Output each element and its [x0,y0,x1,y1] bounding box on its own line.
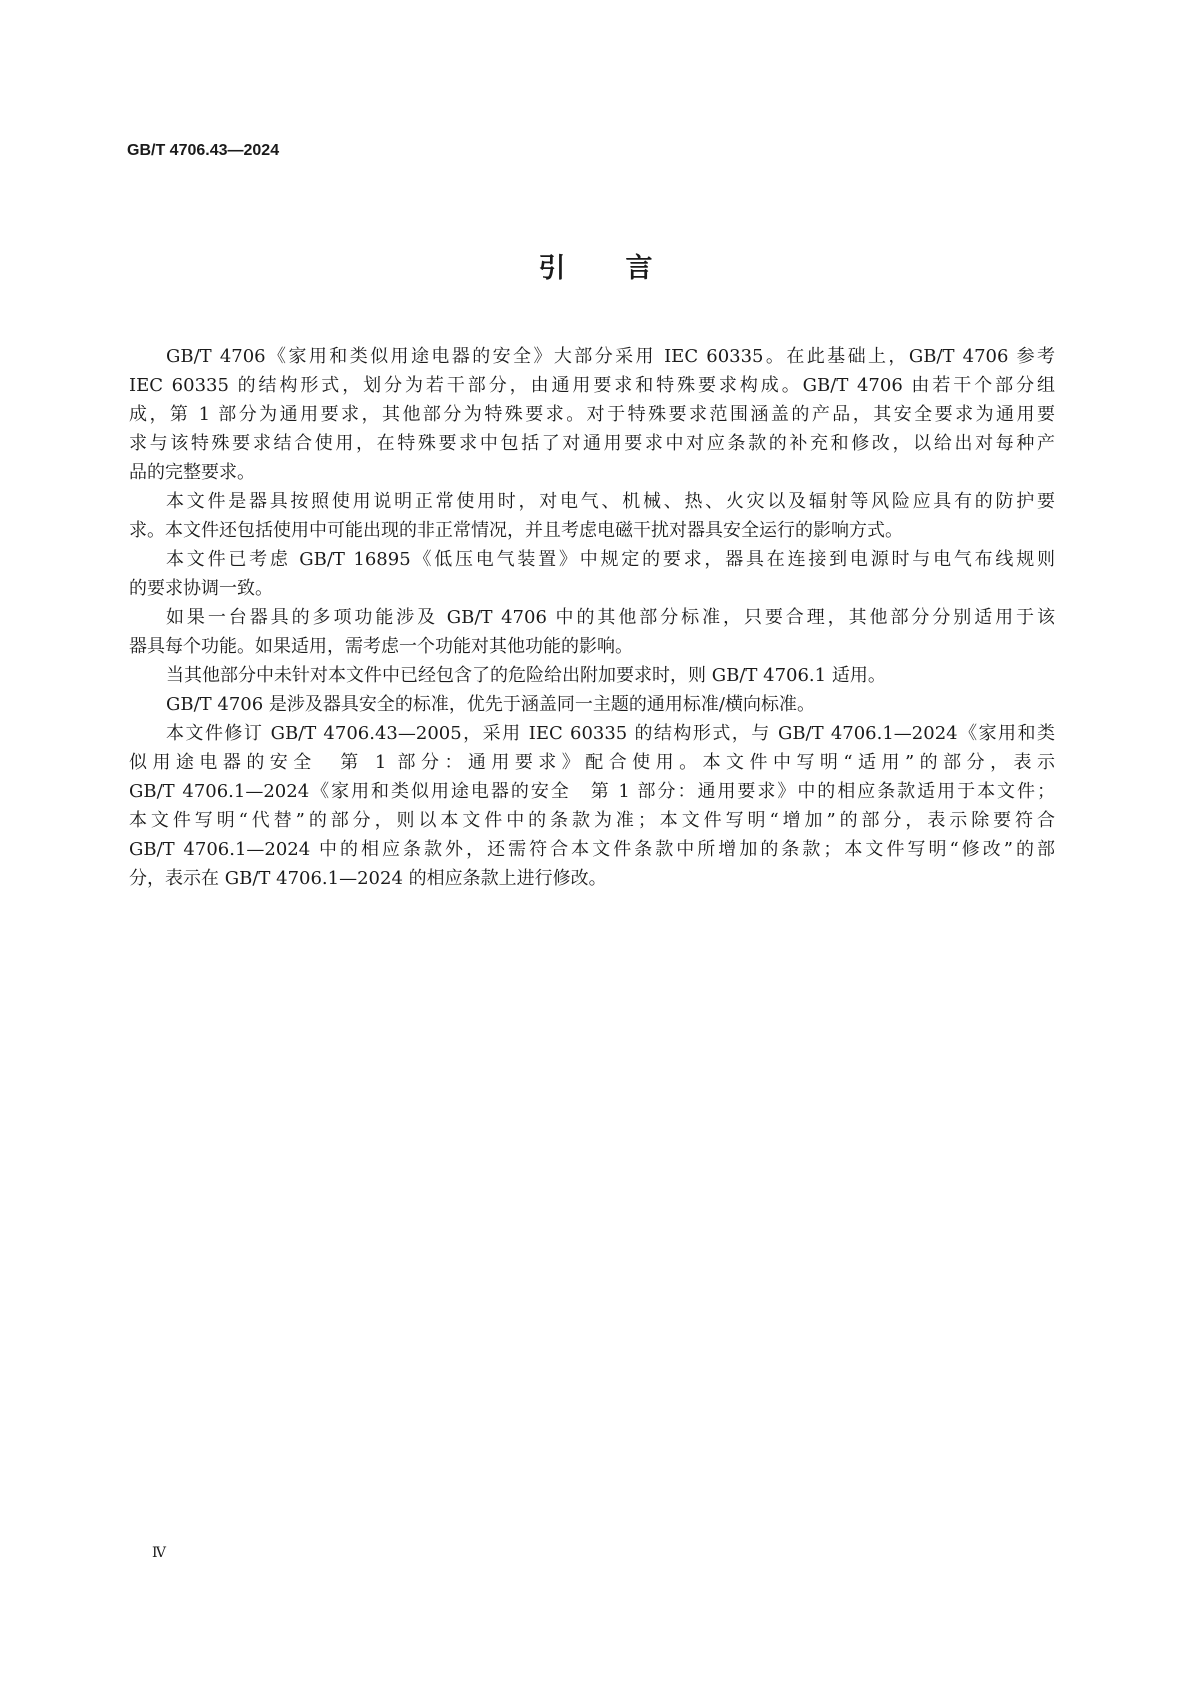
paragraph-line: 求。本文件还包括使用中可能出现的非正常情况，并且考虑电磁干扰对器具安全运行的影响方式。 [129,520,903,541]
paragraph-line: GB/T 4706.1—2024《家用和类似用途电器的安全 第 1 部分：通用要求》中的相应条款适用于本文件； [129,781,1055,802]
paragraph [129,690,1055,719]
paragraph [129,545,1055,603]
paragraph-line: 求与该特殊要求结合使用，在特殊要求中包括了对通用要求中对应条款的补充和修改，以给出对每种产 [129,433,1055,454]
paragraph-line: 当其他部分中未针对本文件中已经包含了的危险给出附加要求时，则 GB/T 4706.1 适用。 [166,665,886,686]
section-title: 引言 [538,253,713,284]
page-number: Ⅳ [152,1545,166,1561]
paragraph-line: IEC 60335 的结构形式，划分为若干部分，由通用要求和特殊要求构成。GB/T 4706 由若干个部分组 [129,375,1055,396]
paragraph [129,719,1055,893]
paragraph-line: 如果一台器具的多项功能涉及 GB/T 4706 中的其他部分标准，只要合理，其他部分分别适用于该 [166,607,1055,628]
paragraph-line: GB/T 4706.1—2024 中的相应条款外，还需符合本文件条款中所增加的条款；本文件写明“修改”的部 [129,839,1055,860]
paragraph [129,661,1055,690]
paragraph-line: 品的完整要求。 [129,462,255,483]
paragraph-line: 器具每个功能。如果适用，需考虑一个功能对其他功能的影响。 [129,636,633,657]
paragraph [129,487,1055,545]
paragraph-line: 本文件写明“代替”的部分，则以本文件中的条款为准；本文件写明“增加”的部分，表示除要符合 [129,810,1055,831]
paragraph-line: 本文件已考虑 GB/T 16895《低压电气装置》中规定的要求，器具在连接到电源时与电气布线规则 [166,549,1055,570]
paragraph-line: 的要求协调一致。 [129,578,273,599]
paragraph-line: 成，第 1 部分为通用要求，其他部分为特殊要求。对于特殊要求范围涵盖的产品，其安全要求为通用要 [129,404,1055,425]
document-id-header: GB/T 4706.43—2024 [127,142,280,159]
document-body [129,342,1055,893]
paragraph-line: GB/T 4706《家用和类似用途电器的安全》大部分采用 IEC 60335。在此基础上，GB/T 4706 参考 [166,346,1055,367]
paragraph-line: 本文件是器具按照使用说明正常使用时，对电气、机械、热、火灾以及辐射等风险应具有的防护要 [166,491,1055,512]
paragraph-line: GB/T 4706 是涉及器具安全的标准，优先于涵盖同一主题的通用标准/横向标准。 [166,694,815,715]
paragraph [129,342,1055,487]
paragraph-line: 本文件修订 GB/T 4706.43—2005，采用 IEC 60335 的结构形式，与 GB/T 4706.1—2024《家用和类 [166,723,1055,744]
paragraph-line: 似用途电器的安全 第 1 部分：通用要求》配合使用。本文件中写明“适用”的部分，表示 [129,752,1055,773]
paragraph [129,603,1055,661]
paragraph-line: 分，表示在 GB/T 4706.1—2024 的相应条款上进行修改。 [129,868,607,889]
